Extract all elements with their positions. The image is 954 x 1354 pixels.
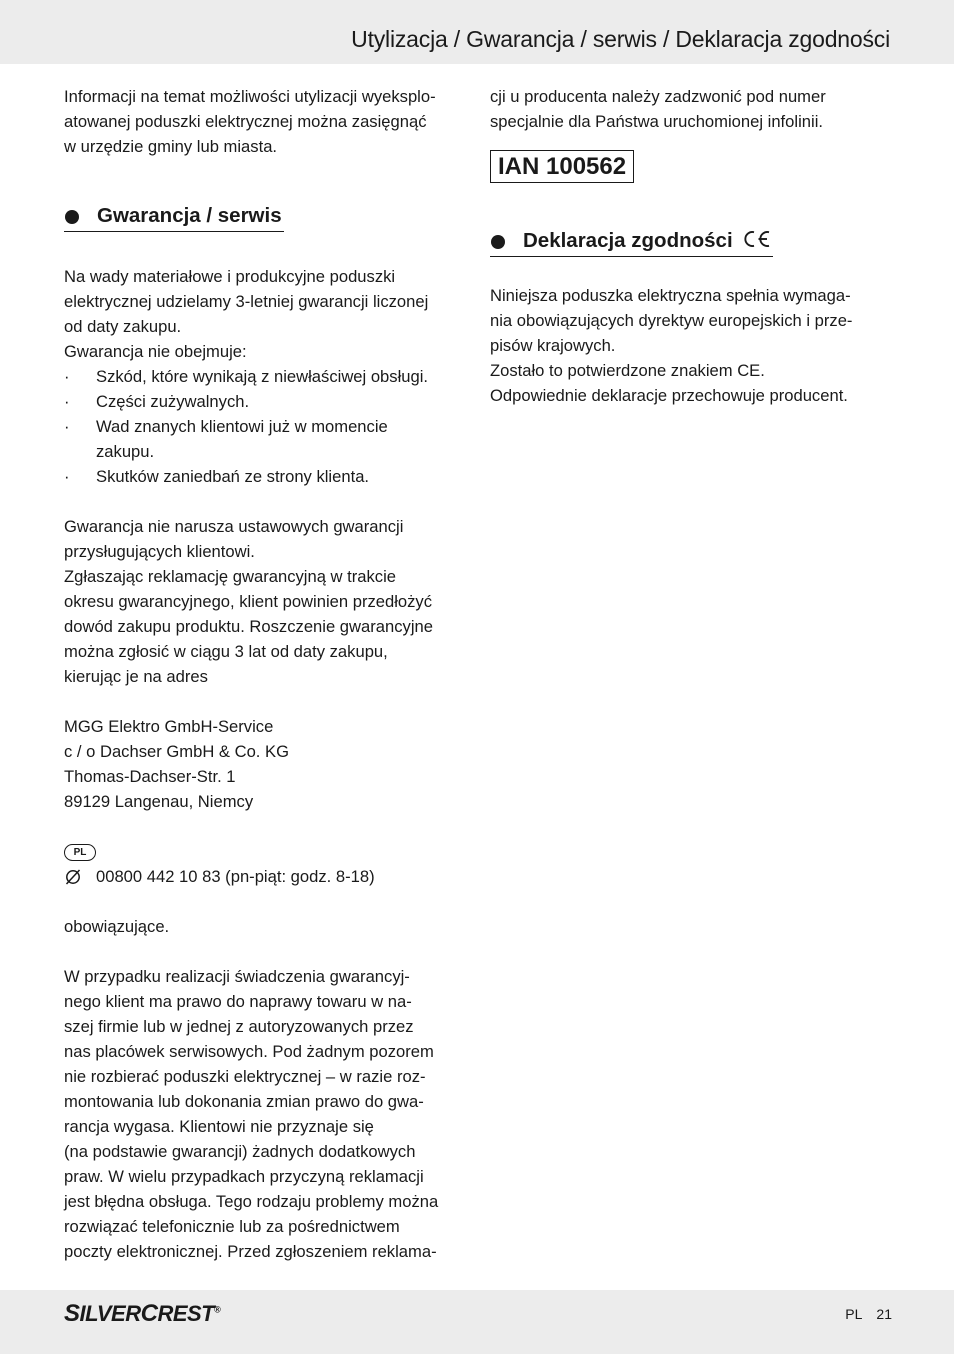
list-item [64, 464, 462, 489]
logo-part: ® [214, 1304, 221, 1315]
hotline-number: 00800 442 10 83 (pn-piąt: godz. 8-18) [96, 867, 375, 886]
page-number: 21 [876, 1306, 892, 1322]
text-line: Skutków zaniedbań ze strony klienta. [96, 467, 370, 486]
list-item [64, 389, 462, 414]
text-line: nia obowiązujących dyrektyw europejskich i prze- [490, 311, 853, 330]
bullet-mark: · [64, 392, 70, 411]
text-line: rancja wygasa. Klientowi nie przyznaje się [64, 1117, 374, 1136]
text-line: Thomas-Dachser-Str. 1 [64, 767, 236, 786]
hotline-line [64, 864, 462, 889]
logo-part: ILVER [79, 1301, 141, 1326]
text-line: montowania lub dokonania zmian prawo do gwa- [64, 1092, 424, 1111]
text-line: Części zużywalnych. [96, 392, 250, 411]
text-line: Zgłaszając reklamację gwarancyjną w trakcie [64, 567, 397, 586]
text-line: Wad znanych klientowi już w momencie [96, 417, 388, 436]
logo-part: C [140, 1300, 158, 1327]
language-code: PL [845, 1306, 863, 1322]
text-line: 89129 Langenau, Niemcy [64, 792, 254, 811]
text-line: kierując je na adres [64, 667, 208, 686]
text-line: nas placówek serwisowych. Pod żadnym pozorem [64, 1042, 434, 1061]
text-line: pisów krajowych. [490, 336, 616, 355]
warranty-heading [64, 201, 284, 232]
valid-note: obowiązujące. [64, 917, 170, 936]
country-badge-row [64, 837, 462, 864]
text-line: Na wady materiałowe i produkcyjne poduszki [64, 267, 396, 286]
continuation-paragraph [490, 84, 890, 134]
footer-meta [845, 1306, 892, 1322]
warranty-paragraph [64, 264, 462, 364]
page-title: Utylizacja / Gwarancja / serwis / Deklaracja zgodności [351, 26, 890, 52]
text-line: W przypadku realizacji świadczenia gwarancyj- [64, 967, 410, 986]
text-line: Gwarancja nie obejmuje: [64, 342, 247, 361]
ian-number-box: IAN 100562 [490, 150, 634, 183]
page-footer [0, 1290, 954, 1354]
phone-icon [64, 868, 82, 886]
text-line: cji u producenta należy zadzwonić pod numer [490, 87, 826, 106]
text-line: Szkód, które wynikają z niewłaściwej obsługi. [96, 367, 429, 386]
text-line: (na podstawie gwarancji) żadnych dodatkowych [64, 1142, 416, 1161]
text-line: Zostało to potwierdzone znakiem CE. [490, 361, 765, 380]
bullet-dot-icon [65, 210, 79, 224]
text-line: rozwiązać telefonicznie lub za pośrednictwem [64, 1217, 400, 1236]
repair-paragraph [64, 964, 462, 1264]
warranty-heading-text: Gwarancja / serwis [97, 204, 282, 227]
bullet-mark: · [64, 417, 70, 436]
text-line: nie rozbierać poduszki elektrycznej – w razie roz- [64, 1067, 426, 1086]
service-address [64, 714, 462, 814]
bullet-mark: · [64, 467, 70, 486]
text-line: dowód zakupu produktu. Roszczenie gwarancyjne [64, 617, 433, 636]
text-line: MGG Elektro GmbH-Service [64, 717, 274, 736]
text-line: szej firmie lub w jednej z autoryzowanych przez [64, 1017, 414, 1036]
text-line: c / o Dachser GmbH & Co. KG [64, 742, 290, 761]
text-line: Odpowiednie deklaracje przechowuje producent. [490, 386, 848, 405]
country-badge: PL [64, 844, 96, 861]
list-item [64, 364, 462, 389]
text-line: specjalnie dla Państwa uruchomionej infolinii. [490, 112, 823, 131]
logo-part: REST [157, 1301, 215, 1326]
text-line: w urzędzie gminy lub miasta. [64, 137, 278, 156]
exclusions-list [64, 364, 462, 489]
text-line: przysługujących klientowi. [64, 542, 255, 561]
declaration-heading [490, 226, 773, 257]
brand-logo [64, 1300, 220, 1328]
text-line: od daty zakupu. [64, 317, 182, 336]
text-line: okresu gwarancyjnego, klient powinien przedłożyć [64, 592, 433, 611]
page-header [0, 0, 954, 64]
disposal-paragraph [64, 84, 462, 159]
ce-mark-icon [741, 229, 771, 249]
statutory-rights-paragraph [64, 514, 462, 689]
text-line: Informacji na temat możliwości utylizacji wyeksplo- [64, 87, 436, 106]
text-line: Gwarancja nie narusza ustawowych gwarancji [64, 517, 404, 536]
left-column [64, 84, 462, 1264]
text-line: można zgłosić w ciągu 3 lat od daty zakupu, [64, 642, 388, 661]
text-line: Niniejsza poduszka elektryczna spełnia wymaga- [490, 286, 851, 305]
text-line: zakupu. [96, 442, 155, 461]
text-line: jest błędna obsługa. Tego rodzaju problemy można [64, 1192, 439, 1211]
right-column [490, 84, 890, 408]
logo-part: S [64, 1300, 80, 1327]
declaration-heading-text: Deklaracja zgodności [523, 229, 733, 252]
list-item [64, 414, 462, 464]
text-line: elektrycznej udzielamy 3-letniej gwarancji liczonej [64, 292, 429, 311]
bullet-dot-icon [491, 235, 505, 249]
text-line: poczty elektronicznej. Przed zgłoszeniem reklama- [64, 1242, 437, 1261]
bullet-mark: · [64, 367, 70, 386]
text-line: praw. W wielu przypadkach przyczyną reklamacji [64, 1167, 424, 1186]
declaration-paragraph [490, 283, 890, 408]
text-line: nego klient ma prawo do naprawy towaru w na- [64, 992, 412, 1011]
text-line: atowanej poduszki elektrycznej można zasięgnąć [64, 112, 427, 131]
